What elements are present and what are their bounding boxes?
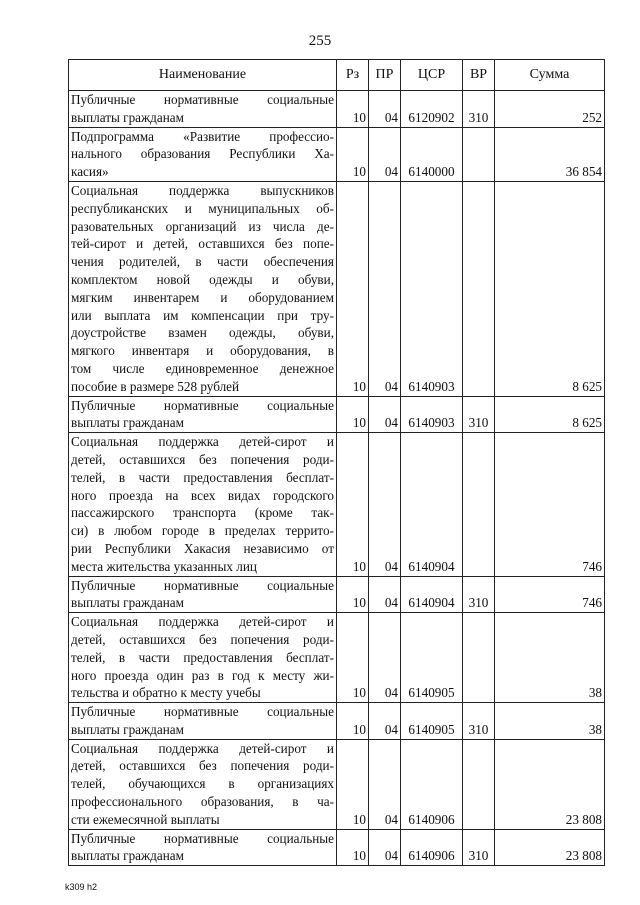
- row-name-line: Социальная поддержка детей-сирот и: [71, 434, 334, 450]
- row-name-line: телей, в части предоставления бесплат-: [71, 469, 334, 485]
- row-name-line: Социальная поддержка выпускников: [71, 182, 334, 198]
- row-sum: 746: [495, 433, 605, 576]
- row-name-line: Публичные нормативные социальные: [71, 704, 334, 720]
- table-row: [69, 91, 605, 128]
- row-vr: 310: [463, 576, 495, 613]
- row-pr: 04: [369, 613, 401, 703]
- row-name: [69, 703, 337, 740]
- row-csr: 6120902: [401, 91, 463, 128]
- row-name: [69, 829, 337, 866]
- row-name-line: комплектом новой одежды и обуви,: [71, 271, 334, 287]
- row-vr: 310: [463, 829, 495, 866]
- row-name-line: Публичные нормативные социальные: [71, 577, 334, 593]
- row-name-line: нального образования Республики Ха-: [71, 146, 334, 162]
- row-name-line: Публичные нормативные социальные: [71, 92, 334, 107]
- row-name-line: доустройстве взамен одежды, обуви,: [71, 325, 334, 341]
- row-rz: 10: [337, 576, 369, 613]
- row-name-line: выплаты гражданам: [71, 848, 184, 864]
- row-pr: 04: [369, 703, 401, 740]
- row-name-line: мягкого инвентаря и оборудования, в: [71, 343, 334, 359]
- row-name-line: ного проезда один раз в год к месту жи-: [71, 667, 334, 683]
- row-name-line: тельства и обратно к месту учебы: [71, 685, 261, 701]
- row-rz: 10: [337, 396, 369, 433]
- row-name-line: мягким инвентарем и оборудованием: [71, 289, 334, 305]
- row-name-line: профессионального образования, в ча-: [71, 794, 334, 810]
- row-name-line: телей, обучающихся в организациях: [71, 776, 334, 792]
- row-rz: 10: [337, 739, 369, 829]
- row-pr: 04: [369, 127, 401, 181]
- row-name-line: сти ежемесячной выплаты: [71, 811, 220, 827]
- row-name-line: разовательных организаций из числа де-: [71, 218, 334, 234]
- row-name: [69, 127, 337, 181]
- table-header-row: [69, 60, 605, 91]
- row-sum: 252: [495, 91, 605, 128]
- row-vr: 310: [463, 91, 495, 128]
- row-vr: [463, 613, 495, 703]
- row-pr: 04: [369, 739, 401, 829]
- row-name-line: Социальная поддержка детей-сирот и: [71, 614, 334, 630]
- footer-code: k309 h2: [65, 882, 98, 892]
- col-header-rz: Рз: [337, 60, 369, 91]
- row-name-line: тей-сирот и детей, оставшихся без попе-: [71, 236, 334, 252]
- row-name-line: выплаты гражданам: [71, 109, 184, 125]
- row-rz: 10: [337, 127, 369, 181]
- row-name-line: касия»: [71, 164, 109, 180]
- table-row: [69, 127, 605, 181]
- row-name-line: пассажирского транспорта (кроме так-: [71, 505, 334, 521]
- table-row: [69, 181, 605, 396]
- row-csr: 6140000: [401, 127, 463, 181]
- row-name: [69, 576, 337, 613]
- col-header-pr: ПР: [369, 60, 401, 91]
- row-name-line: пособие в размере 528 рублей: [71, 378, 240, 394]
- row-sum: 8 625: [495, 396, 605, 433]
- row-name-line: детей, оставшихся без попечения роди-: [71, 758, 334, 774]
- row-csr: 6140903: [401, 181, 463, 396]
- col-header-vr: ВР: [463, 60, 495, 91]
- row-rz: 10: [337, 433, 369, 576]
- row-name-line: республиканских и муниципальных об-: [71, 200, 334, 216]
- row-pr: 04: [369, 576, 401, 613]
- row-name-line: детей, оставшихся без попечения роди-: [71, 631, 334, 647]
- row-name-line: телей, в части предоставления бесплат-: [71, 649, 334, 665]
- row-name-line: выплаты гражданам: [71, 721, 184, 737]
- row-vr: [463, 181, 495, 396]
- row-vr: 310: [463, 396, 495, 433]
- row-name-line: Публичные нормативные социальные: [71, 397, 334, 413]
- row-name: [69, 91, 337, 128]
- row-name-line: том числе единовременное денежное: [71, 360, 334, 376]
- row-name-line: детей, оставшихся без попечения роди-: [71, 451, 334, 467]
- row-name-line: си) в любом городе в пределах террито-: [71, 523, 334, 539]
- row-rz: 10: [337, 91, 369, 128]
- row-rz: 10: [337, 613, 369, 703]
- row-name-line: выплаты гражданам: [71, 415, 184, 431]
- row-name: [69, 396, 337, 433]
- col-header-csr: ЦСР: [401, 60, 463, 91]
- table-row: [69, 613, 605, 703]
- row-csr: 6140903: [401, 396, 463, 433]
- row-sum: 38: [495, 703, 605, 740]
- row-vr: 310: [463, 703, 495, 740]
- row-name-line: ного проезда на всех видах городского: [71, 487, 334, 503]
- row-sum: 746: [495, 576, 605, 613]
- row-pr: 04: [369, 91, 401, 128]
- budget-table: [68, 59, 605, 866]
- col-header-name: Наименование: [69, 60, 337, 91]
- row-name-line: Социальная поддержка детей-сирот и: [71, 740, 334, 756]
- row-name-line: чения родителей, в части обеспечения: [71, 254, 334, 270]
- row-name-line: выплаты гражданам: [71, 595, 184, 611]
- row-name-line: или выплата им компенсации при тру-: [71, 307, 334, 323]
- row-name: [69, 433, 337, 576]
- row-vr: [463, 127, 495, 181]
- row-pr: 04: [369, 433, 401, 576]
- table-row: [69, 396, 605, 433]
- row-name: [69, 739, 337, 829]
- table-row: [69, 739, 605, 829]
- row-name: [69, 181, 337, 396]
- row-name-line: Публичные нормативные социальные: [71, 830, 334, 846]
- row-csr: 6140904: [401, 433, 463, 576]
- table-row: [69, 829, 605, 866]
- row-sum: 8 625: [495, 181, 605, 396]
- row-name-line: места жительства указанных лиц: [71, 558, 257, 574]
- row-csr: 6140904: [401, 576, 463, 613]
- row-csr: 6140906: [401, 739, 463, 829]
- row-rz: 10: [337, 181, 369, 396]
- row-pr: 04: [369, 181, 401, 396]
- row-csr: 6140905: [401, 703, 463, 740]
- row-sum: 23 808: [495, 829, 605, 866]
- row-rz: 10: [337, 703, 369, 740]
- row-name-line: рии Республики Хакасия независимо от: [71, 540, 334, 556]
- row-pr: 04: [369, 396, 401, 433]
- table-row: [69, 433, 605, 576]
- page-number: 255: [308, 33, 332, 49]
- row-rz: 10: [337, 829, 369, 866]
- row-vr: [463, 433, 495, 576]
- col-header-sum: Сумма: [495, 60, 605, 91]
- row-csr: 6140906: [401, 829, 463, 866]
- row-name-line: Подпрограмма «Развитие профессио-: [71, 128, 334, 144]
- row-sum: 38: [495, 613, 605, 703]
- table-row: [69, 576, 605, 613]
- row-sum: 23 808: [495, 739, 605, 829]
- row-pr: 04: [369, 829, 401, 866]
- row-name: [69, 613, 337, 703]
- row-vr: [463, 739, 495, 829]
- table-row: [69, 703, 605, 740]
- row-csr: 6140905: [401, 613, 463, 703]
- row-sum: 36 854: [495, 127, 605, 181]
